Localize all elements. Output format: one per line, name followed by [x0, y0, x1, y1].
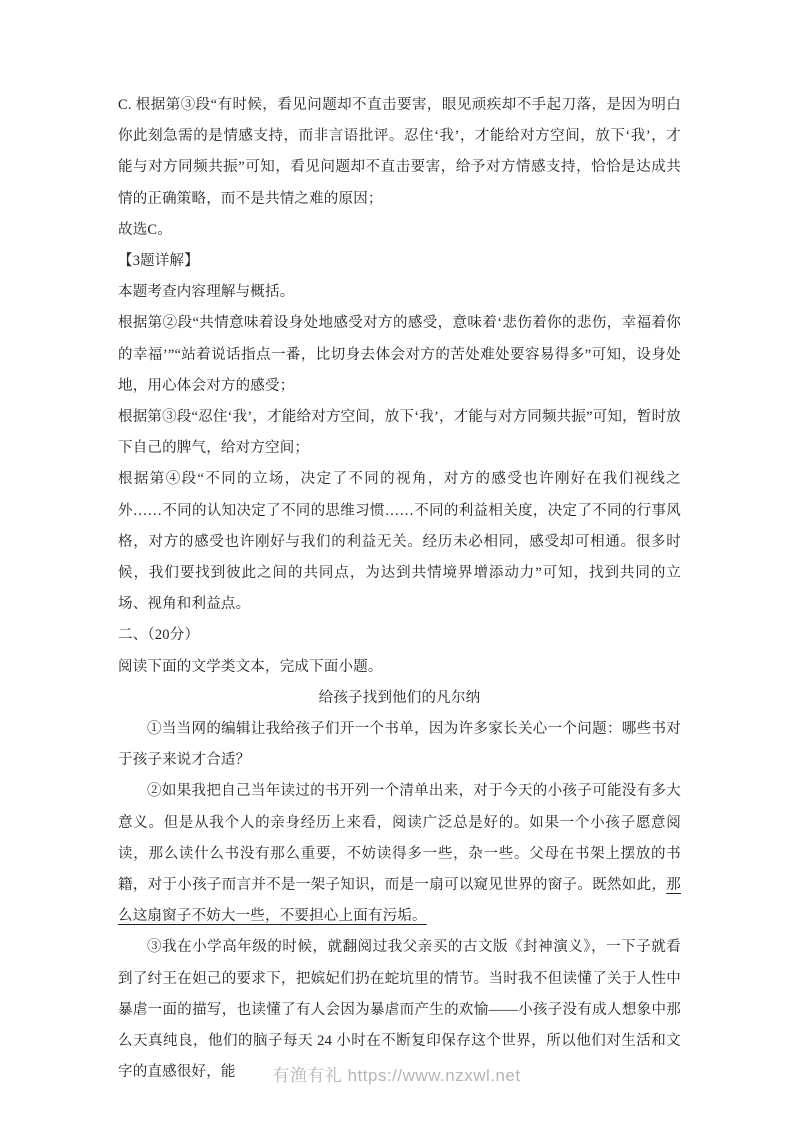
passage-paragraph-3: ③我在小学高年级的时候，就翻阅过我父亲买的古文版《封神演义》，一下子就看到了纣王在妲己的要求下，把嫔妃们扔在蛇坑里的情节。当时我不但读懂了关于人性中暴虐一面的描写，也读懂了有人会因为暴虐而产生的欢愉——小孩子没有成人想象中那么天真纯良，他们的脑子每天 24 小时在不断复印保存这个世界，所以他们对生活和文字的直感很好，能 [118, 939, 681, 1081]
answer-conclusion: 故选C。 [118, 221, 172, 238]
question-3-intro: 本题考查内容理解与概括。 [118, 284, 295, 301]
question-3-point-2: 根据第③段“忍住‘我’，才能给对方空间，放下‘我’，才能与对方同频共振”可知，暂时放下自己的脾气，给对方空间； [118, 409, 681, 457]
document-content [118, 90, 681, 1089]
answer-option-c-analysis: C. 根据第③段“有时候，看见问题却不直击要害，眼见顽疾却不手起刀落，是因为明白你此刻急需的是情感支持，而非言语批评。忍住‘我’，才能给对方空间，放下‘我’，才能与对方同频共振”可知，看见问题却不直击要害，给予对方情感支持，恰恰是达成共情的正确策略，而不是共情之难的原因； [118, 97, 681, 207]
watermark-footer [0, 1064, 793, 1088]
passage-paragraph-1: ①当当网的编辑让我给孩子们开一个书单，因为许多家长关心一个问题：哪些书对于孩子来说才合适？ [118, 721, 681, 769]
watermark-text: 有渔有礼 https://www.nzxwl.net [272, 1066, 521, 1085]
question-3-point-1: 根据第②段“共情意味着设身处地感受对方的感受，意味着‘悲伤着你的悲伤，幸福着你的幸福’”“站着说话指点一番，比切身去体会对方的苦处难处要容易得多”可知，设身处地，用心体会对方的感受； [118, 315, 681, 394]
section-two-heading: 二、（20分） [118, 627, 200, 644]
passage-title: 给孩子找到他们的凡尔纳 [318, 689, 481, 706]
question-3-point-3: 根据第④段“不同的立场，决定了不同的视角，对方的感受也许刚好在我们视线之外……不同的认知决定了不同的思维习惯……不同的利益相关度，决定了不同的行事风格，对方的感受也许刚好与我们的利益无关。经历未必相同，感受却可相通。很多时候，我们要找到彼此之间的共同点，为达到共情境界增添动力”可知，找到共同的立场、视角和利益点。 [118, 471, 681, 613]
passage-paragraph-2 [118, 776, 681, 932]
reading-instruction: 阅读下面的文学类文本，完成下面小题。 [118, 658, 383, 675]
question-3-header: 【3题详解】 [118, 253, 199, 270]
passage-paragraph-2-underlined-text: 那么这扇窗子不妨大一些，不要担心上面有污垢。 [118, 877, 681, 925]
passage-paragraph-2-text: ②如果我把自己当年读过的书开列一个清单出来，对于今天的小孩子可能没有多大意义。但是从我个人的亲身经历上来看，阅读广泛总是好的。如果一个小孩子愿意阅读，那么读什么书没有那么重要，不妨读得多一些，杂一些。父母在书架上摆放的书籍，对于小孩子而言并不是一架子知识，而是一扇可以窥见世界的窗子。既然如此， [118, 783, 681, 894]
